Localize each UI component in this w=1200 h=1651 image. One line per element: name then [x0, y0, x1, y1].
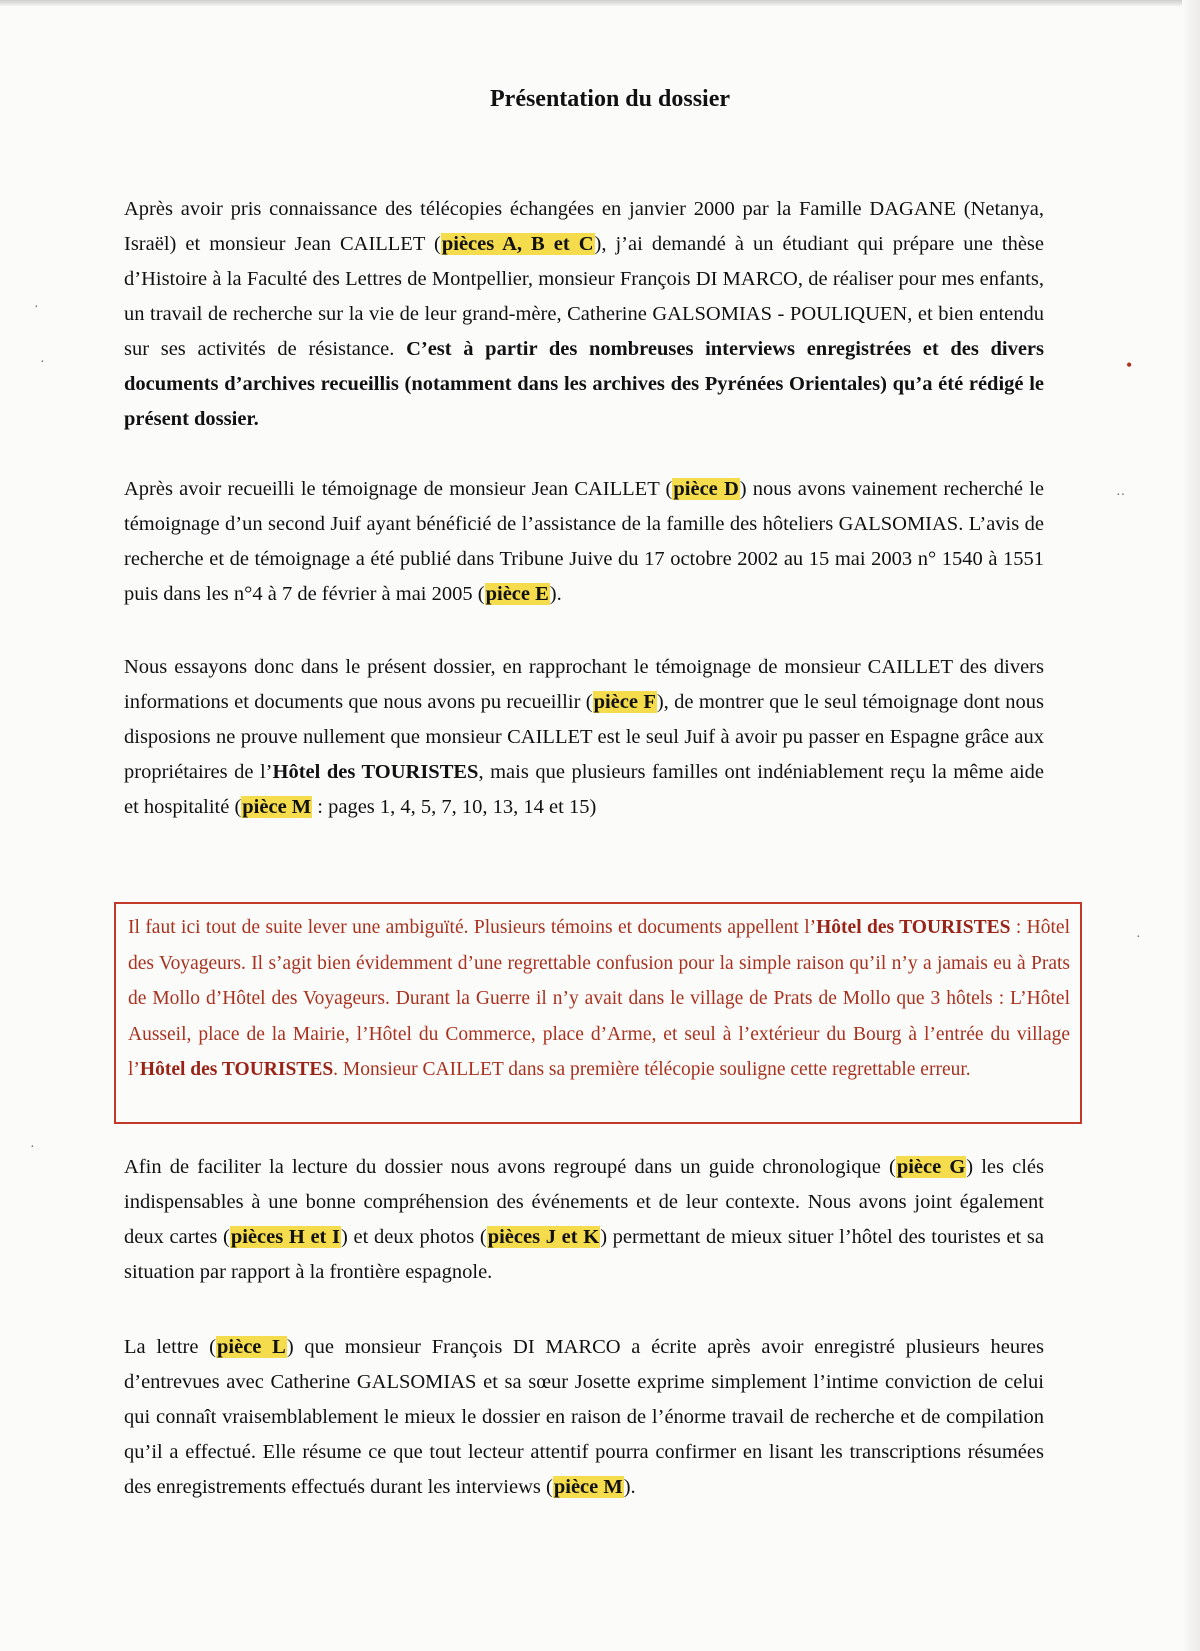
highlight-piece-ref: pièces J et K [487, 1226, 600, 1248]
text: ), de montrer que le seul témoignage dont nous disposions ne prouve nullement que monsieur CAILLET est le seul Juif à avoir pu passer en Espagne grâce aux propriétaires de l’ [124, 691, 1044, 783]
paragraph-letter [124, 1330, 1044, 1505]
paragraph-comparison [124, 650, 1044, 825]
hotel-name: Hôtel des TOURISTES [816, 917, 1011, 938]
text: La lettre ( [124, 1336, 217, 1358]
text: ) nous avons vainement recherché le témoignage d’un second Juif ayant bénéficié de l’assistance de la famille des hôteliers GALSOMIAS. L’avis de recherche et de témoignage a été publié dans Tribune Juive du 17 octobre 2002 au 15 mai 2003 n° 1540 à 1551 puis dans les n°4 à 7 de février à mai 2005 ( [124, 478, 1044, 605]
text: ) et deux photos ( [341, 1226, 487, 1248]
text: Après avoir pris connaissance des télécopies échangées en janvier 2000 par la Famille DAGANE (Netanya, Israël) et monsieur Jean CAILLET ( [124, 198, 1044, 255]
hotel-name: Hôtel des TOURISTES [272, 761, 479, 783]
text: Après avoir recueilli le témoignage de monsieur Jean CAILLET ( [124, 478, 673, 500]
highlight-piece-ref: pièce M [242, 796, 312, 818]
text: ). [549, 583, 562, 605]
scan-speck: · [34, 300, 39, 315]
text: ) permettant de mieux situer l’hôtel des touristes et sa situation par rapport à la frontière espagnole. [124, 1226, 1044, 1283]
scan-speck: ·· [1116, 488, 1126, 503]
scan-speck: • [1126, 355, 1133, 375]
scan-speck: · [40, 355, 45, 370]
ambiguity-notice-box [114, 902, 1082, 1124]
scan-speck: · [30, 1140, 35, 1155]
highlight-piece-ref: pièce E [485, 583, 549, 605]
text: ) les clés indispensables à une bonne compréhension des événements et de leur contexte. Nous avons joint également deux cartes ( [124, 1156, 1044, 1248]
text: ). [623, 1476, 636, 1498]
text: : pages 1, 4, 5, 7, 10, 13, 14 et 15) [312, 796, 597, 818]
hotel-name: Hôtel des TOURISTES [139, 1059, 334, 1080]
highlight-piece-ref: pièce F [593, 691, 656, 713]
highlight-piece-ref: pièce G [896, 1156, 966, 1178]
highlight-piece-ref: pièces H et I [230, 1226, 341, 1248]
paragraph-intro [124, 192, 1044, 437]
bold-statement: C’est à partir des nombreuses interviews enregistrées et des divers documents d’archives recueillis (notamment dans les archives des Pyrénées Orientales) qu’a été rédigé le présent dossier. [124, 338, 1044, 430]
text: : Hôtel des Voyageurs. Il s’agit bien évidemment d’une regrettable confusion pour la simple raison qu’il n’y a jamais eu à Prats de Mollo d’Hôtel des Voyageurs. Durant la Guerre il n’y avait dans le village de Prats de Mollo que 3 hôtels : L’Hôtel Ausseil, place de la Mairie, l’Hôtel du Commerce, place d’Arme, et seul à l’extérieur du Bourg à l’entrée du village l’ [128, 917, 1070, 1080]
highlight-piece-ref: pièces A, B et C [441, 233, 594, 255]
scan-top-edge [0, 0, 1200, 6]
text: Afin de faciliter la lecture du dossier nous avons regroupé dans un guide chronologique ( [124, 1156, 896, 1178]
text: , mais que plusieurs familles ont indéniablement reçu la même aide et hospitalité ( [124, 761, 1044, 818]
paragraph-guide [124, 1150, 1044, 1290]
page-title: Présentation du dossier [490, 86, 730, 112]
highlight-piece-ref: pièce D [673, 478, 739, 500]
text: Il faut ici tout de suite lever une ambiguïté. Plusieurs témoins et documents appellent l’ [128, 917, 817, 938]
text: Nous essayons donc dans le présent dossier, en rapprochant le témoignage de monsieur CAILLET des divers informations et documents que nous avons pu recueillir ( [124, 656, 1044, 713]
scan-right-edge [1182, 0, 1200, 1651]
text: ), j’ai demandé à un étudiant qui prépare une thèse d’Histoire à la Faculté des Lettres de Montpellier, monsieur François DI MARCO, de réaliser pour mes enfants, un travail de recherche sur la vie de leur grand-mère, Catherine GALSOMIAS - POULIQUEN, et bien entendu sur ses activités de résistance. [124, 233, 1044, 360]
highlight-piece-ref: pièce M [553, 1476, 623, 1498]
paragraph-testimony [124, 472, 1044, 612]
text: ) que monsieur François DI MARCO a écrite après avoir enregistré plusieurs heures d’entrevues avec Catherine GALSOMIAS et sa sœur Josette exprime simplement l’intime conviction de celui qui connaît vraisemblablement le mieux le dossier en raison de l’énorme travail de recherche et de compilation qu’il a effectué. Elle résume ce que tout lecteur attentif pourra confirmer en lisant les transcriptions résumées des enregistrements effectués durant les interviews ( [124, 1336, 1044, 1498]
highlight-piece-ref: pièce L [217, 1336, 286, 1358]
scan-speck: · [1136, 930, 1141, 945]
text: . Monsieur CAILLET dans sa première télécopie souligne cette regrettable erreur. [333, 1059, 971, 1080]
